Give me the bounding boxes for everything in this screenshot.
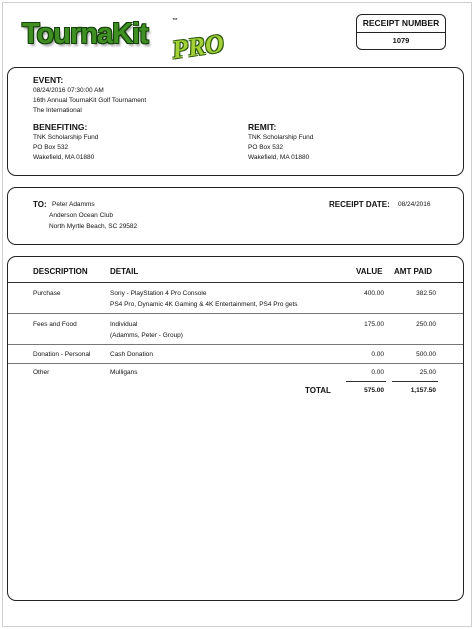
row-description: Purchase [33, 290, 61, 297]
logo-pro-mark: PRO [170, 28, 226, 65]
receipt-number-value: 1079 [392, 36, 410, 45]
row-description: Fees and Food [33, 321, 77, 328]
recipient-city: North Myrtle Beach, SC 29582 [49, 223, 138, 230]
row-amt-paid: 250.00 [416, 321, 436, 328]
benefiting-name: TNK Scholarship Fund [33, 134, 99, 141]
recipient-name: Peter Adamms [52, 201, 95, 208]
row-value: 175.00 [364, 321, 384, 328]
line-items-panel [7, 256, 464, 601]
remit-name: TNK Scholarship Fund [248, 134, 314, 141]
event-name: 16th Annual TournaKit Golf Tournament [33, 97, 147, 104]
row-value: 0.00 [371, 369, 384, 376]
row-description: Other [33, 369, 50, 376]
row-amt-paid: 25.00 [419, 369, 436, 376]
benefiting-label: BENEFITING: [33, 122, 88, 132]
row-detail: Mulligans [110, 369, 138, 376]
logo-trademark: ™ [172, 18, 178, 24]
remit-address: PO Box 532 [248, 144, 284, 151]
event-label: EVENT: [33, 75, 64, 85]
receipt-number-label: RECEIPT NUMBER [357, 15, 445, 33]
remit-label: REMIT: [248, 122, 277, 132]
event-venue: The International [33, 107, 82, 114]
row-detail-line-2: (Adamms, Peter - Group) [110, 332, 183, 339]
row-value: 400.00 [364, 290, 384, 297]
row-divider [8, 313, 463, 314]
total-label: TOTAL [305, 386, 331, 395]
total-amt-paid: 1,157.50 [410, 387, 436, 394]
remit-city: Wakefield, MA 01880 [248, 154, 310, 161]
tournakit-pro-logo [22, 14, 242, 65]
recipient-address: Anderson Ocean Club [49, 212, 113, 219]
row-divider [8, 344, 463, 345]
column-header-detail: DETAIL [110, 267, 139, 276]
receipt-number-box [356, 14, 446, 50]
row-detail: Individual [110, 321, 138, 328]
logo-wordmark: TournaKit [22, 18, 148, 50]
event-info-panel [7, 67, 464, 176]
row-detail: Sony - PlayStation 4 Pro Console [110, 290, 207, 297]
benefiting-address: PO Box 532 [33, 144, 69, 151]
row-description: Donation - Personal [33, 351, 91, 358]
row-amt-paid: 500.00 [416, 351, 436, 358]
recipient-panel [7, 187, 464, 245]
row-value: 0.00 [371, 351, 384, 358]
row-detail: Cash Donation [110, 351, 153, 358]
row-amt-paid: 382.50 [416, 290, 436, 297]
receipt-date-label: RECEIPT DATE: [329, 200, 390, 209]
total-value: 575.00 [364, 387, 384, 394]
total-amt-paid-rule [392, 381, 438, 382]
to-label: TO: [33, 200, 47, 209]
total-value-rule [346, 381, 386, 382]
row-detail-line-2: PS4 Pro, Dynamic 4K Gaming & 4K Entertainment, PS4 Pro gets [110, 301, 298, 308]
column-header-description: DESCRIPTION [33, 267, 88, 276]
row-divider [8, 363, 463, 364]
receipt-date-value: 08/24/2016 [398, 201, 431, 208]
column-header-amt-paid: AMT PAID [394, 267, 433, 276]
header-divider [8, 282, 463, 283]
event-datetime: 08/24/2016 07:30:00 AM [33, 87, 104, 94]
column-header-value: VALUE [356, 267, 383, 276]
benefiting-city: Wakefield, MA 01880 [33, 154, 95, 161]
